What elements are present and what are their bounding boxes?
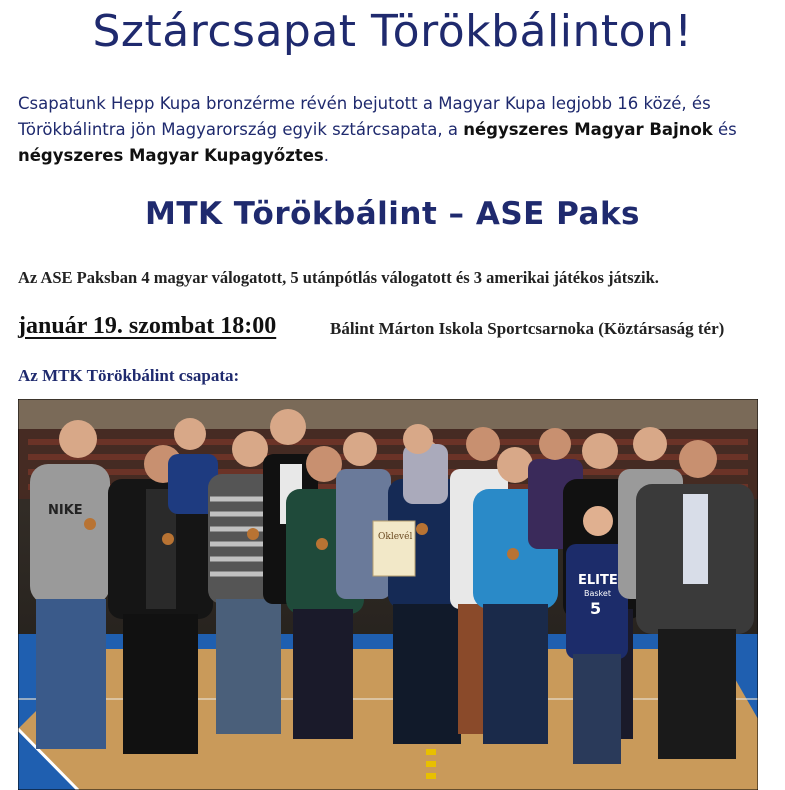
match-date-time: január 19. szombat 18:00 (18, 313, 277, 339)
court-yellow-marks (426, 749, 436, 779)
arena-ceiling (18, 399, 758, 429)
player-1 (30, 420, 110, 749)
jersey-text-elite: ELITE (578, 573, 618, 588)
team-photo-illustration (18, 399, 758, 790)
shirt-text-nike: NIKE (48, 503, 83, 518)
diploma-text: Oklevél (378, 532, 413, 542)
team-heading: Az MTK Törökbálint csapata: (18, 366, 240, 385)
intro-paragraph (18, 91, 778, 169)
jersey-number: 5 (590, 599, 602, 618)
players-info: Az ASE Paksban 4 magyar válogatott, 5 utánpótlás válogatott és 3 amerikai játékos játszik. (18, 268, 659, 287)
page-title: Sztárcsapat Törökbálinton! (92, 6, 693, 57)
intro-line-2-end: és (712, 120, 737, 139)
intro-bold-cup-winner: négyszeres Magyar Kupagyőztes (18, 146, 324, 165)
diploma (373, 521, 415, 576)
intro-line-3-end: . (323, 146, 329, 165)
team-photo (18, 399, 758, 790)
jersey-text-basket: Basket (584, 589, 611, 598)
intro-line-2: Törökbálintra jön Magyarország egyik sztárcsapata, a (18, 120, 464, 139)
match-title: MTK Törökbálint – ASE Paks (144, 196, 641, 232)
match-venue: Bálint Márton Iskola Sportcsarnoka (Köztársaság tér) (330, 319, 725, 338)
intro-line-1: Csapatunk Hepp Kupa bronzérme révén bejutott a Magyar Kupa legjobb 16 közé, és (18, 94, 711, 113)
intro-bold-champion: négyszeres Magyar Bajnok (463, 120, 713, 139)
